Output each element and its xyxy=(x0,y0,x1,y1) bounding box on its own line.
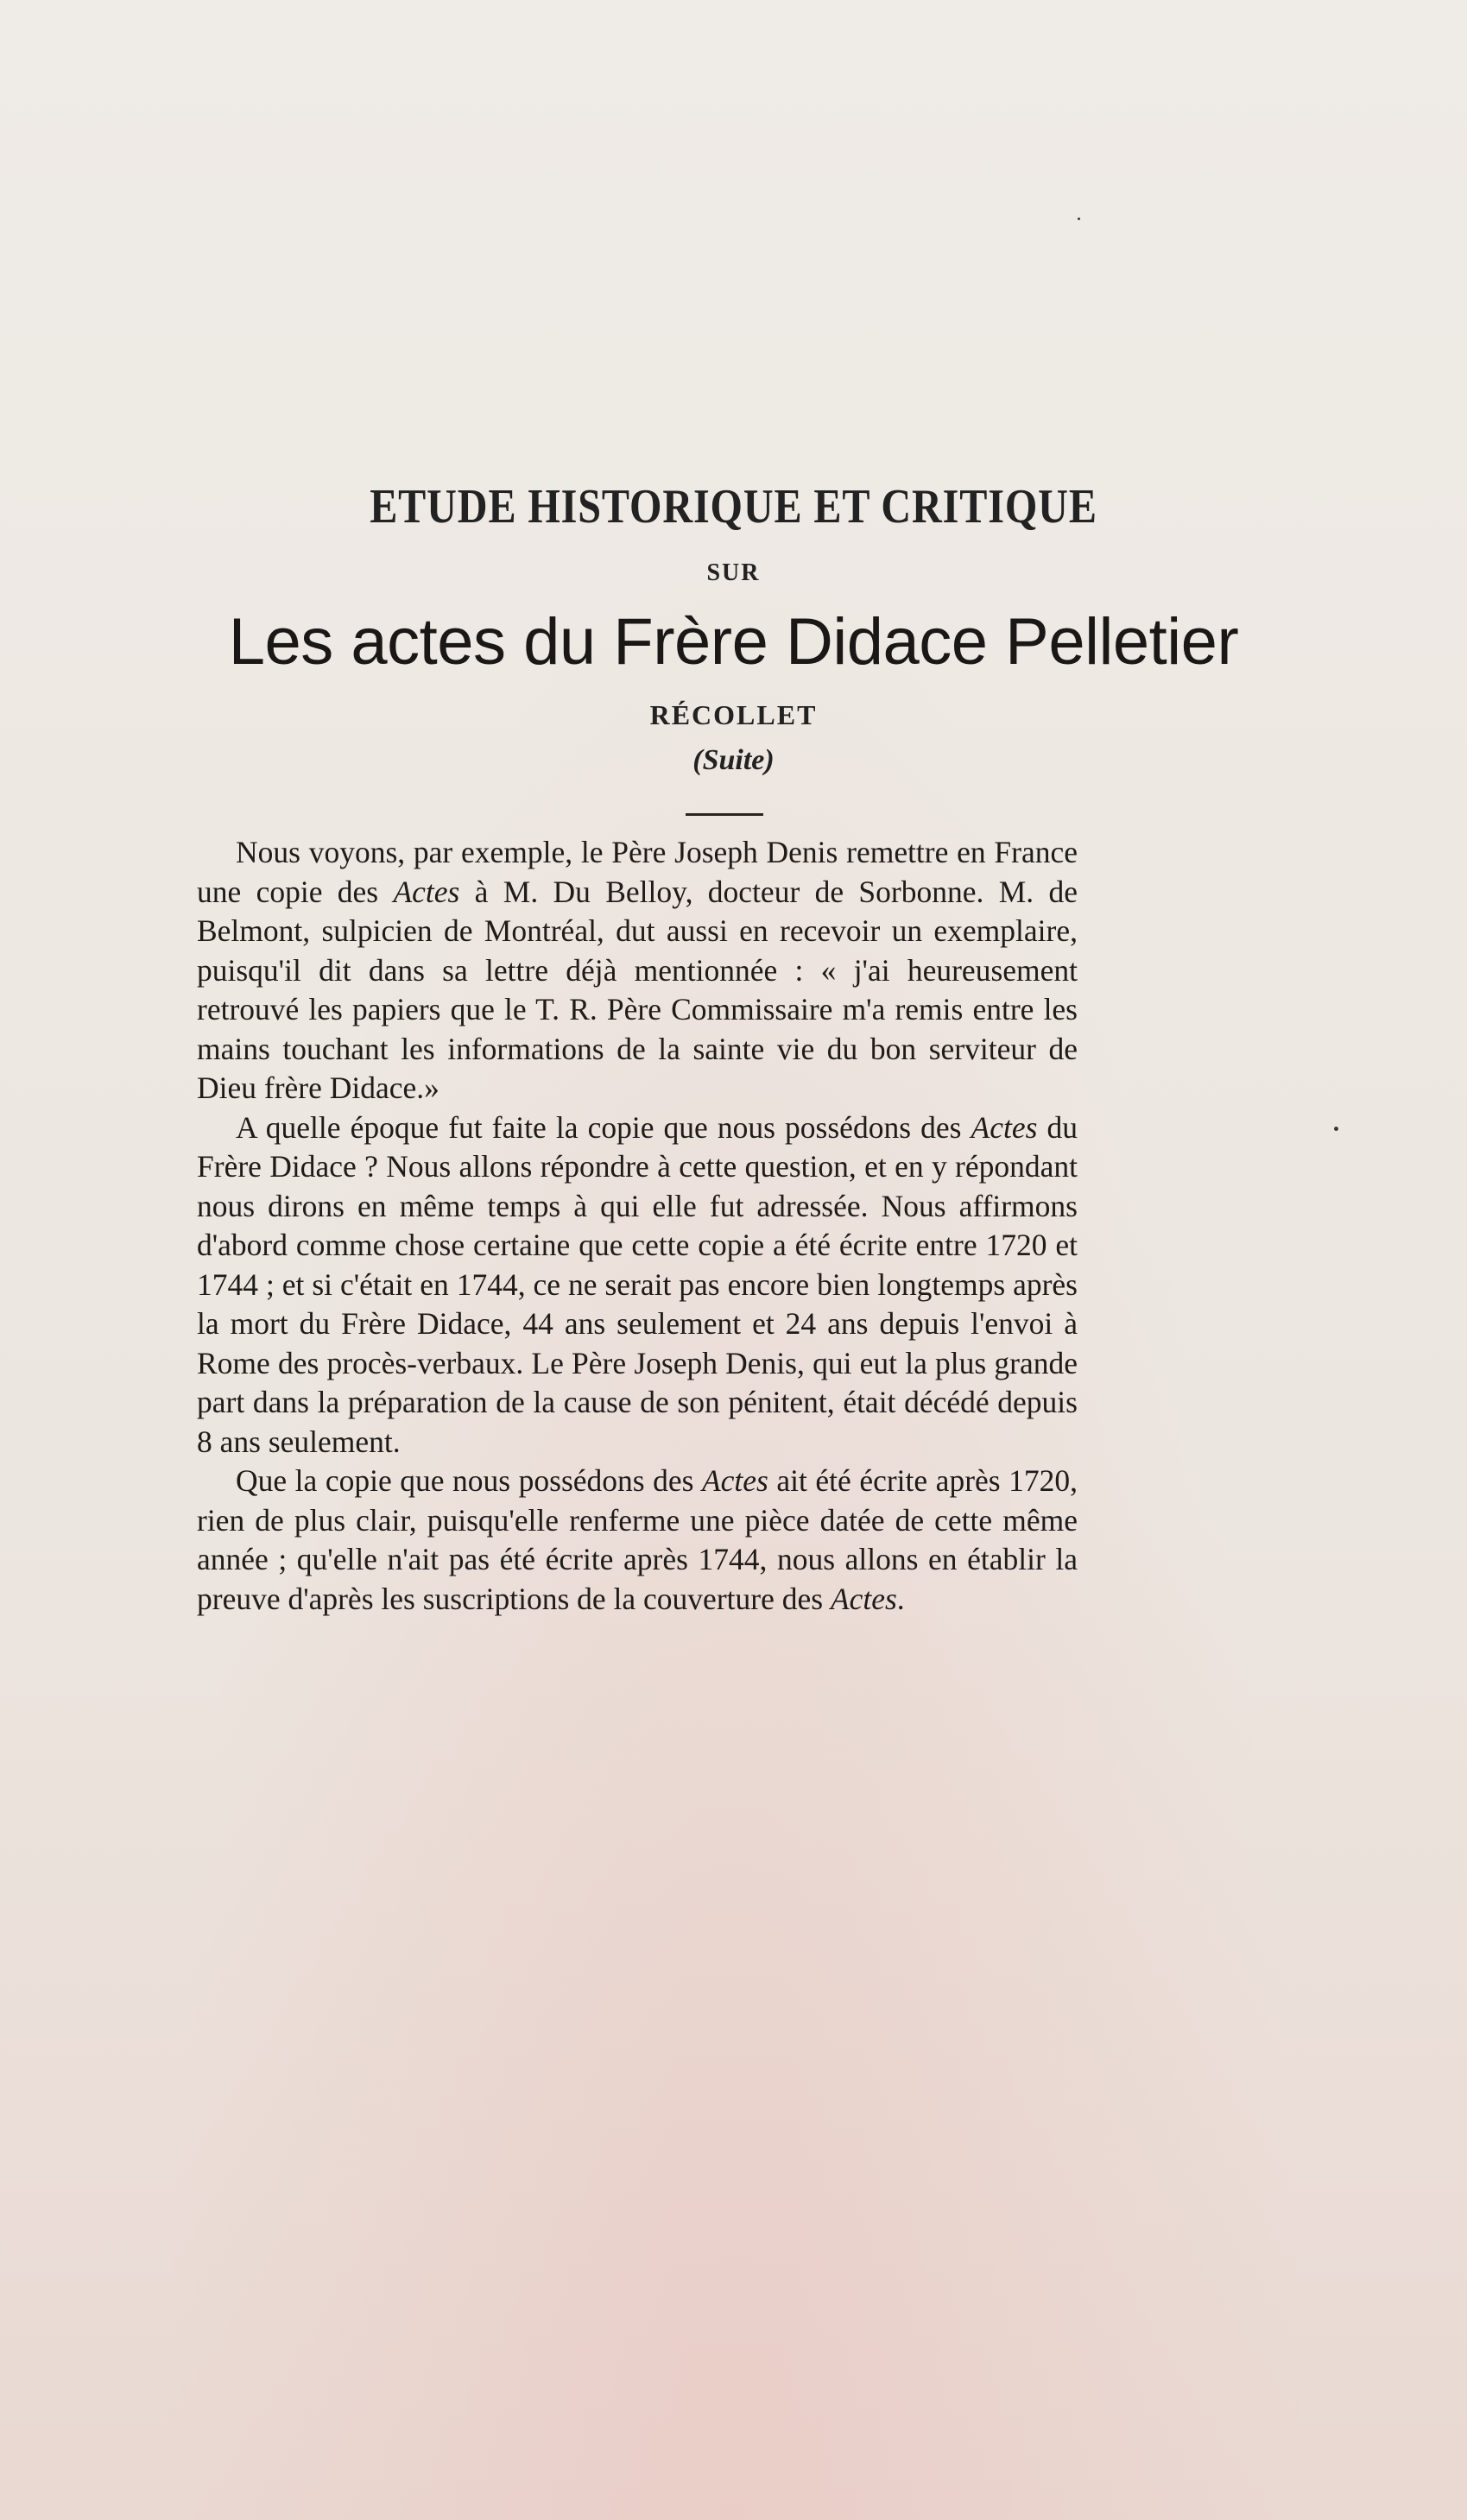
article-body xyxy=(197,833,1078,1619)
paragraph-1: Nous voyons, par exemple, le Père Joseph Denis remettre en France une copie des Actes à M. Du Belloy, docteur de Sorbonne. M. de Belmont, sulpicien de Montréal, dut aussi en recevoir un exemplaire, puisqu'il dit dans sa lettre déjà mentionnée : « j'ai heureusement retrouvé les papiers que le T. R. Père Commissaire m'a remis entre les mains touchant les informations de la sainte vie du bon serviteur de Dieu frère Didace.» xyxy=(197,835,1078,1105)
paragraph-2: A quelle époque fut faite la copie que nous possédons des Actes du Frère Didace ? Nous allons répondre à cette question, et en y répondant nous dirons en même temps à qui elle fut adressée. Nous affirmons d'abord comme chose certaine que cette copie a été écrite entre 1720 et 1744 ; et si c'était en 1744, ce ne serait pas encore bien longtemps après la mort du Frère Didace, 44 ans seulement et 24 ans depuis l'envoi à Rome des procès-verbaux. Le Père Joseph Denis, qui eut la plus grande part dans la préparation de la cause de son pénitent, était décédé depuis 8 ans seulement. xyxy=(197,1109,1078,1459)
continuation-label: (Suite) xyxy=(692,744,775,776)
order-label: RÉCOLLET xyxy=(649,699,818,730)
article-title: ETUDE HISTORIQUE ET CRITIQUE xyxy=(370,480,1097,534)
title-divider xyxy=(686,813,763,816)
article-subject-title: Les actes du Frère Didace Pelletier xyxy=(228,605,1239,679)
paper-speck xyxy=(1334,1127,1338,1131)
title-connector: SUR xyxy=(706,559,761,586)
paper-speck xyxy=(1078,218,1080,220)
paragraph-3: Que la copie que nous possédons des Actes ait été écrite après 1720, rien de plus clair, puisqu'elle renferme une pièce datée de cette même année ; qu'elle n'ait pas été écrite après 1744, nous allons en établir la preuve d'après les suscriptions de la couverture des Actes. xyxy=(197,1463,1078,1616)
